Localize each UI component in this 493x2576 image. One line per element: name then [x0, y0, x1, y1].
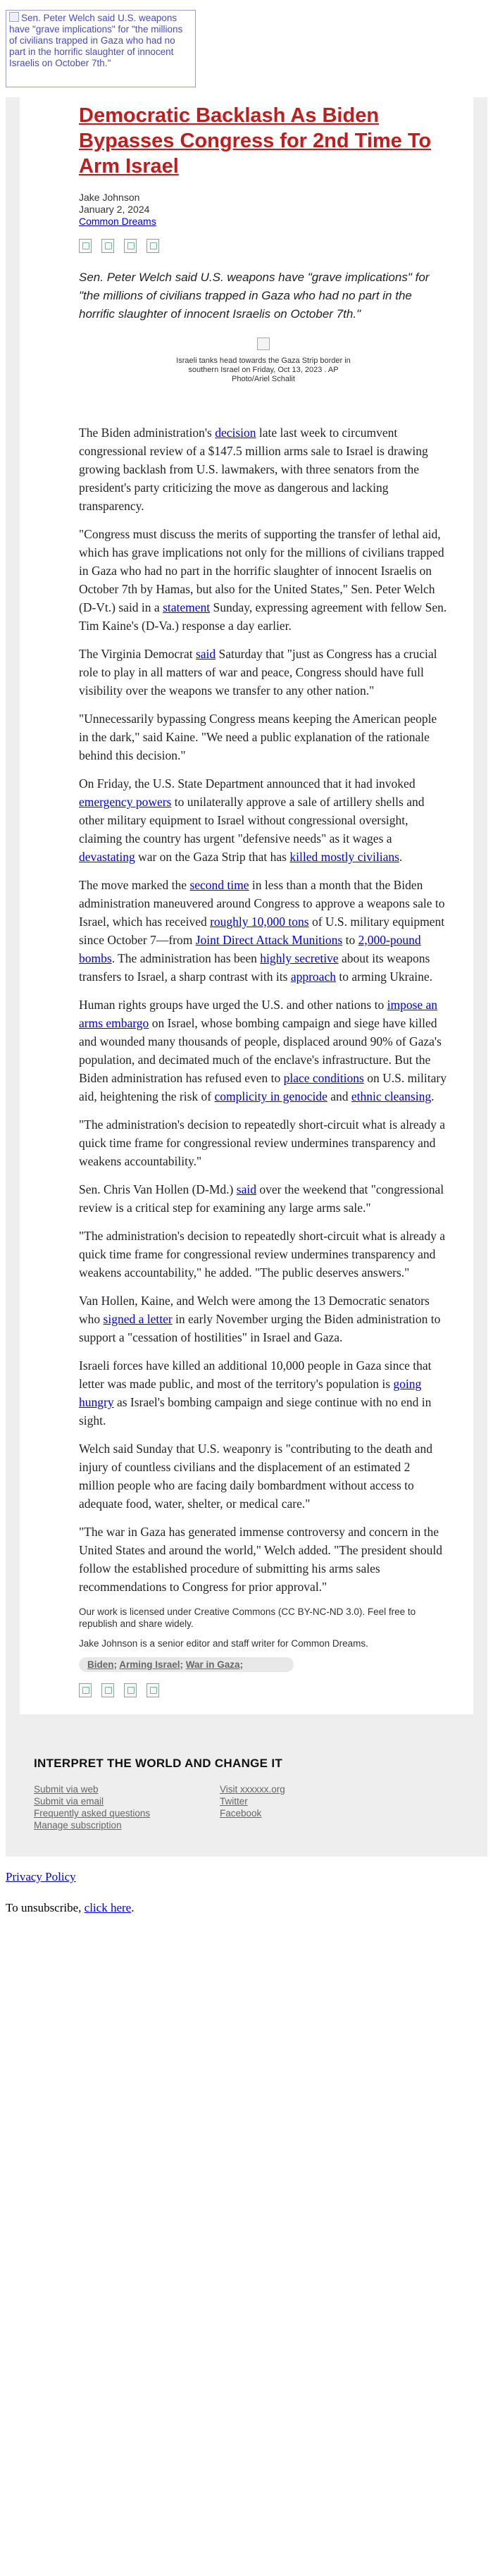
privacy-policy-link[interactable]: Privacy Policy: [6, 1870, 76, 1883]
unsubscribe-link[interactable]: click here: [84, 1901, 132, 1914]
inline-link[interactable]: impose an arms embargo: [79, 998, 438, 1030]
paragraph: "The administration's decision to repeatedly short-circuit what is already a quick time frame for congressional review undermines transparency and weakens accountability.": [79, 1117, 446, 1168]
inline-link[interactable]: 2,000-pound bombs: [79, 933, 421, 965]
author-name: Jake Johnson: [79, 192, 140, 203]
paragraph: Human rights groups have urged the U.S. and other nations to impose an arms embargo on Israel, whose bombing campaign and siege have killed and wounded many thousands of people, displaced around 90% of Gaza's population, and decimated much of the enclave's infrastructure. But the Biden administration has refused even to place conditions on U.S. military aid, heightening the risk of complicity in genocide and ethnic cleansing.: [79, 998, 447, 1103]
share-facebook-icon[interactable]: [79, 239, 92, 253]
share-link-icon[interactable]: [146, 239, 159, 253]
share-email-icon[interactable]: [124, 1683, 137, 1697]
unsubscribe-line: To unsubscribe, click here.: [6, 1901, 135, 1914]
inline-link[interactable]: approach: [290, 970, 336, 984]
paragraph: The Biden administration's decision late last week to circumvent congressional review of a $147.5 million arms sale to Israel is drawing growing backlash from U.S. lawmakers, with three senators from the president's party criticizing the move as dangerous and lacking transparency.: [79, 426, 428, 513]
tag-link[interactable]: Biden: [87, 1659, 114, 1670]
tag-list: Biden; Arming Israel; War in Gaza;: [79, 1657, 294, 1672]
footer-link-twitter[interactable]: Twitter: [220, 1796, 248, 1807]
footer-link-submit-email[interactable]: Submit via email: [34, 1796, 104, 1807]
inline-link[interactable]: roughly 10,000 tons: [210, 915, 309, 929]
paragraph: Welch said Sunday that U.S. weaponry is "contributing to the death and injury of countless civilians and the displacement of an estimated 2 million people who are facing daily bombardment without access to adequate food, water, shelter, or medical care.": [79, 1442, 432, 1511]
inline-link[interactable]: devastating: [79, 850, 135, 864]
paragraph: The Virginia Democrat said Saturday that "just as Congress has a crucial role to play in all matters of war and peace, Congress should have full visibility over the weapons we transfer to any other nation.": [79, 647, 437, 698]
inline-link[interactable]: said: [236, 1182, 256, 1196]
inline-link[interactable]: complicity in genocide: [214, 1089, 327, 1103]
source-link[interactable]: Common Dreams: [79, 216, 156, 227]
inline-link[interactable]: decision: [215, 426, 256, 440]
inline-link[interactable]: Joint Direct Attack Munitions: [195, 933, 343, 947]
tag-link[interactable]: War in Gaza: [185, 1659, 240, 1670]
inline-link[interactable]: place conditions: [283, 1071, 364, 1085]
paragraph: On Friday, the U.S. State Department announced that it had invoked emergency powers to unilaterally approve a sale of artillery shells and other military equipment to Israel without congressional oversight, claiming the country has urgent "defensive needs" as it wages a devastating war on the Gaza Strip that has killed mostly civilians.: [79, 776, 425, 864]
footer-link-faq[interactable]: Frequently asked questions: [34, 1808, 151, 1819]
article-body: [79, 423, 448, 1596]
footer-link-submit-web[interactable]: Submit via web: [34, 1784, 99, 1795]
inline-link[interactable]: highly secretive: [260, 951, 339, 965]
share-bar-top: [79, 239, 448, 253]
email-shell: [6, 97, 487, 1857]
byline: [79, 192, 448, 228]
hero-image-alt-text: Sen. Peter Welch said U.S. weapons have "grave implications" for "the millions of civilians trapped in Gaza who had no part in the horrific slaughter of innocent Israelis on October 7th.": [9, 13, 183, 68]
article-card: [20, 97, 473, 1714]
footer-column-right: [220, 1783, 406, 1831]
share-facebook-icon[interactable]: [79, 1683, 92, 1697]
paragraph: Van Hollen, Kaine, and Welch were among the 13 Democratic senators who signed a letter in early November urging the Biden administration to support a "cessation of hostilities" in Israel and Gaza.: [79, 1294, 441, 1344]
paragraph: "The war in Gaza has generated immense controversy and concern in the United States and around the world," Welch added. "The president should follow the established procedure of submitting his arms sales recommendations to Congress for prior approval.": [79, 1525, 443, 1594]
broken-image-icon: [257, 338, 270, 350]
publish-date: January 2, 2024: [79, 204, 150, 215]
article-title[interactable]: Democratic Backlash As Biden Bypasses Congress for 2nd Time To Arm Israel: [79, 104, 432, 178]
share-link-icon[interactable]: [146, 1683, 159, 1697]
footer-column-left: [34, 1783, 220, 1831]
paragraph: Sen. Chris Van Hollen (D-Md.) said over the weekend that "congressional review is a critical step for examining any large arms sale.": [79, 1182, 444, 1215]
paragraph: Israeli forces have killed an additional 10,000 people in Gaza since that letter was made public, and most of the territory's population is going hungry as Israel's bombing campaign and siege continue with no end in sight.: [79, 1358, 432, 1428]
share-twitter-icon[interactable]: [101, 239, 114, 253]
hero-image-broken: [6, 10, 196, 87]
footer-link-visit-site[interactable]: Visit xxxxxx.org: [220, 1784, 285, 1795]
share-twitter-icon[interactable]: [101, 1683, 114, 1697]
share-email-icon[interactable]: [124, 239, 137, 253]
broken-image-icon: [9, 12, 19, 22]
inline-link[interactable]: emergency powers: [79, 795, 172, 809]
article-figure: [79, 338, 448, 384]
inline-link[interactable]: signed a letter: [103, 1312, 173, 1326]
inline-link[interactable]: going hungry: [79, 1377, 422, 1409]
inline-link[interactable]: killed mostly civilians: [289, 850, 399, 864]
inline-link[interactable]: statement: [163, 600, 211, 614]
inline-link[interactable]: second time: [189, 878, 249, 892]
share-bar-bottom: [79, 1683, 448, 1697]
inline-link[interactable]: said: [195, 647, 216, 661]
author-bio: Jake Johnson is a senior editor and staff writer for Common Dreams.: [79, 1638, 368, 1649]
footer-heading: INTERPRET THE WORLD AND CHANGE IT: [34, 1757, 283, 1770]
license-note: Our work is licensed under Creative Commons (CC BY-NC-ND 3.0). Feel free to republish and share widely.: [79, 1606, 416, 1629]
inline-link[interactable]: ethnic cleansing: [351, 1089, 432, 1103]
paragraph: "Unnecessarily bypassing Congress means keeping the American people in the dark," said Kaine. "We need a public explanation of the rationale behind this decision.": [79, 712, 437, 762]
image-caption: Israeli tanks head towards the Gaza Strip border in southern Israel on Friday, Oct 13, 2023 . AP Photo/Ariel Schalit: [176, 357, 351, 383]
paragraph: "The administration's decision to repeatedly short-circuit what is already a quick time frame for congressional review undermines transparency and weakens accountability," he added. "The public deserves answers.": [79, 1229, 446, 1280]
legal-area: [0, 1857, 493, 1916]
paragraph: "Congress must discuss the merits of supporting the transfer of lethal aid, which has grave implications not only for the millions of civilians trapped in Gaza who had no part in the horrific slaughter of innocent Israelis on October 7th by Hamas, but also for the United States," Sen. Peter Welch (D-Vt.) said in a statement Sunday, expressing agreement with fellow Sen. Tim Kaine's (D-Va.) response a day earlier.: [79, 527, 447, 633]
article-dek: Sen. Peter Welch said U.S. weapons have "grave implications" for "the millions of civilians trapped in Gaza who had no part in the horrific slaughter of innocent Israelis on October 7th.": [79, 271, 430, 321]
email-footer: [20, 1714, 473, 1843]
tag-link[interactable]: Arming Israel: [119, 1659, 180, 1670]
paragraph: The move marked the second time in less than a month that the Biden administration maneuvered around Congress to approve a weapons sale to Israel, which has received roughly 10,000 tons of U.S. military equipment since October 7—from Joint Direct Attack Munitions to 2,000-pound bombs. The administration has been highly secretive about its weapons transfers to Israel, a sharp contrast with its approach to arming Ukraine.: [79, 878, 445, 984]
footer-link-manage-subscription[interactable]: Manage subscription: [34, 1820, 122, 1831]
footer-link-facebook[interactable]: Facebook: [220, 1808, 262, 1819]
